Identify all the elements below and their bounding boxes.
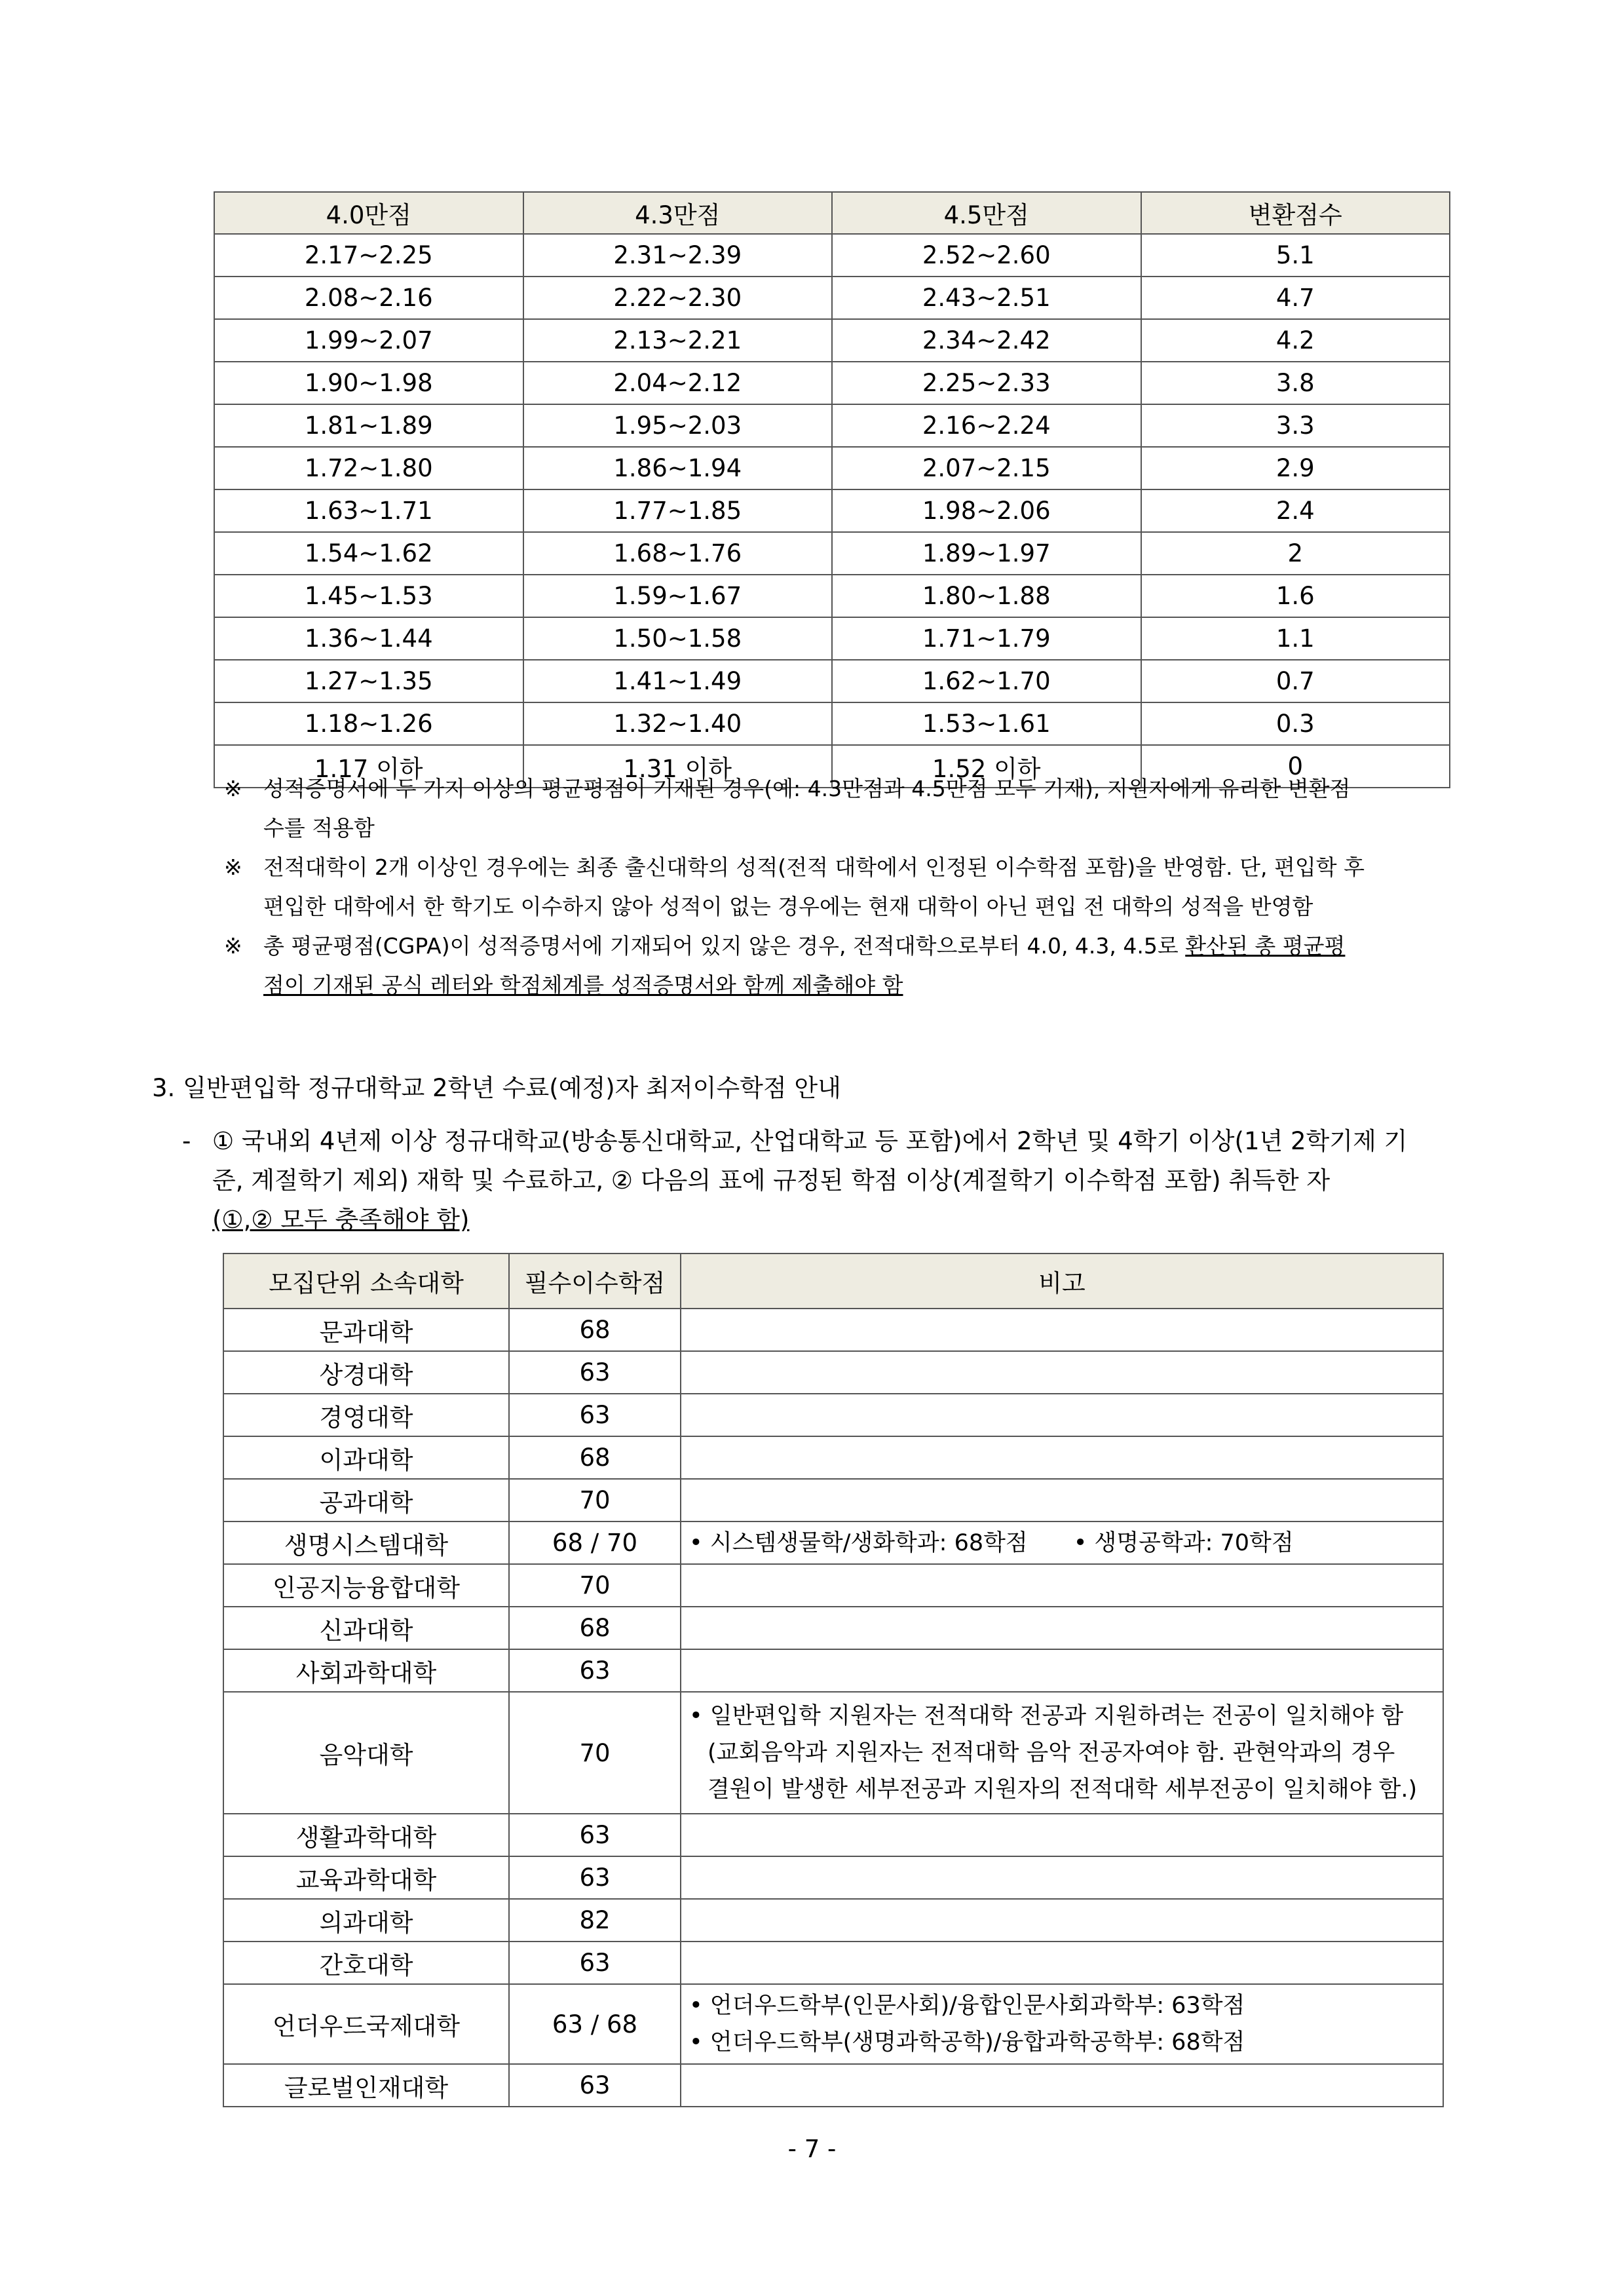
- credits-cell: 63 / 68: [509, 1984, 681, 2064]
- table-cell: 1.59~1.67: [523, 575, 833, 617]
- table-row: [214, 532, 1450, 575]
- column-header: 필수이수학점: [509, 1253, 681, 1309]
- section-title: 3. 일반편입학 정규대학교 2학년 수료(예정)자 최저이수학점 안내: [152, 1074, 841, 1102]
- credits-cell: 63: [509, 1856, 681, 1899]
- remark-bullet: • 언더우드학부(인문사회)/융합인문사회과학부: 63학점: [689, 1993, 1245, 2019]
- page-number: - 7 -: [787, 2135, 837, 2163]
- note-text: 수를 적용함: [263, 815, 375, 841]
- table-row: [223, 1479, 1443, 1521]
- college-cell: 언더우드국제대학: [223, 1984, 509, 2064]
- remark-bullet: • 시스템생물학/생화학과: 68학점: [689, 1529, 1028, 1556]
- table-cell: 2.9: [1141, 447, 1450, 489]
- note-cgpa: [224, 927, 1345, 1005]
- credits-cell: 63: [509, 1942, 681, 1984]
- remark-cell: [681, 1351, 1443, 1394]
- table-header-row: [214, 192, 1450, 234]
- table-cell: 4.7: [1141, 277, 1450, 319]
- remark-cell: [681, 1984, 1443, 2064]
- remark-bullet: • 생명공학과: 70학점: [1073, 1529, 1294, 1556]
- remark-cell: [681, 1309, 1443, 1351]
- table-cell: 1.71~1.79: [832, 617, 1141, 660]
- college-cell: 음악대학: [223, 1692, 509, 1814]
- note-mark: ※: [224, 776, 242, 801]
- remark-cell: [681, 1436, 1443, 1479]
- remark-cell: [681, 1521, 1443, 1564]
- remark-text: (교회음악과 지원자는 전적대학 음악 전공자여야 함. 관현악과의 경우: [708, 1740, 1395, 1766]
- remark-cell: [681, 1479, 1443, 1521]
- table-row: [214, 575, 1450, 617]
- description-text: ① 국내외 4년제 이상 정규대학교(방송통신대학교, 산업대학교 등 포함)에서 2학년 및 4학기 이상(1년 2학기제 기: [212, 1127, 1408, 1155]
- college-cell: 간호대학: [223, 1942, 509, 1984]
- college-cell: 생명시스템대학: [223, 1521, 509, 1564]
- table-cell: 1.77~1.85: [523, 489, 833, 532]
- remark-cell: [681, 1607, 1443, 1649]
- table-cell: 1.6: [1141, 575, 1450, 617]
- table-cell: 1.1: [1141, 617, 1450, 660]
- table-cell: 1.52 이하: [832, 745, 1141, 788]
- remark-cell: [681, 1394, 1443, 1436]
- remark-cell: [681, 2064, 1443, 2107]
- table-row: [223, 1814, 1443, 1856]
- table-row: [214, 489, 1450, 532]
- table-cell: 1.72~1.80: [214, 447, 523, 489]
- table-cell: 2.04~2.12: [523, 362, 833, 404]
- table-cell: 2.22~2.30: [523, 277, 833, 319]
- credits-cell: 63: [509, 1649, 681, 1692]
- table-cell: 1.18~1.26: [214, 702, 523, 745]
- table-row: [223, 2064, 1443, 2107]
- table-cell: 0.7: [1141, 660, 1450, 702]
- table-cell: 2: [1141, 532, 1450, 575]
- table-cell: 1.50~1.58: [523, 617, 833, 660]
- table-cell: 2.07~2.15: [832, 447, 1141, 489]
- table-cell: 3.8: [1141, 362, 1450, 404]
- credits-cell: 70: [509, 1479, 681, 1521]
- credits-cell: 82: [509, 1899, 681, 1942]
- table-cell: 5.1: [1141, 234, 1450, 277]
- note-mark: ※: [224, 854, 242, 880]
- table-cell: 1.80~1.88: [832, 575, 1141, 617]
- table-cell: 1.63~1.71: [214, 489, 523, 532]
- college-cell: 이과대학: [223, 1436, 509, 1479]
- table-row: [214, 362, 1450, 404]
- table-cell: 1.41~1.49: [523, 660, 833, 702]
- table-cell: 1.81~1.89: [214, 404, 523, 447]
- table-cell: 2.13~2.21: [523, 319, 833, 362]
- table-cell: 0: [1141, 745, 1450, 788]
- note-favorable-score: [224, 769, 1350, 848]
- table-row: [223, 1856, 1443, 1899]
- note-text-underlined: 환산된 총 평균평: [1185, 933, 1346, 959]
- table-row: [223, 1351, 1443, 1394]
- table-row: [223, 1692, 1443, 1814]
- column-header: 4.0만점: [214, 192, 523, 234]
- column-header: 4.5만점: [832, 192, 1141, 234]
- description-text-underlined: (①,② 모두 충족해야 함): [212, 1206, 470, 1234]
- table-row: [214, 277, 1450, 319]
- table-cell: 1.17 이하: [214, 745, 523, 788]
- remark-bullet: • 언더우드학부(생명과학공학)/융합과학공학부: 68학점: [689, 2029, 1245, 2056]
- note-text-underlined: 점이 기재된 공식 레터와 학점체계를 성적증명서와 함께 제출해야 함: [263, 972, 903, 998]
- table-cell: 2.52~2.60: [832, 234, 1141, 277]
- table-row: [223, 1309, 1443, 1351]
- remark-cell: [681, 1899, 1443, 1942]
- remark-cell: [681, 1564, 1443, 1607]
- table-row: [214, 617, 1450, 660]
- table-cell: 2.16~2.24: [832, 404, 1141, 447]
- table-cell: 2.08~2.16: [214, 277, 523, 319]
- credits-cell: 68: [509, 1309, 681, 1351]
- remark-bullet: • 일반편입학 지원자는 전적대학 전공과 지원하려는 전공이 일치해야 함: [689, 1703, 1404, 1729]
- table-cell: 1.89~1.97: [832, 532, 1141, 575]
- table-cell: 1.45~1.53: [214, 575, 523, 617]
- credits-cell: 63: [509, 1394, 681, 1436]
- table-row: [223, 1942, 1443, 1984]
- table-cell: 1.32~1.40: [523, 702, 833, 745]
- note-mark: ※: [224, 933, 242, 959]
- table-row: [223, 1394, 1443, 1436]
- remark-cell: [681, 1649, 1443, 1692]
- table-cell: 1.36~1.44: [214, 617, 523, 660]
- table-cell: 1.54~1.62: [214, 532, 523, 575]
- table-row: [214, 702, 1450, 745]
- table-row: [214, 660, 1450, 702]
- table-row: [223, 1436, 1443, 1479]
- table-row: [223, 1984, 1443, 2064]
- table-cell: 1.86~1.94: [523, 447, 833, 489]
- table-row: [214, 404, 1450, 447]
- table-cell: 3.3: [1141, 404, 1450, 447]
- table-header-row: [223, 1253, 1443, 1309]
- remark-cell: [681, 1856, 1443, 1899]
- table-cell: 2.17~2.25: [214, 234, 523, 277]
- table-row: [223, 1564, 1443, 1607]
- column-header: 모집단위 소속대학: [223, 1253, 509, 1309]
- note-multiple-colleges: [224, 848, 1365, 927]
- table-row: [223, 1607, 1443, 1649]
- college-cell: 생활과학대학: [223, 1814, 509, 1856]
- college-cell: 인공지능융합대학: [223, 1564, 509, 1607]
- table-cell: 1.95~2.03: [523, 404, 833, 447]
- credits-cell: 63: [509, 2064, 681, 2107]
- table-row: [214, 234, 1450, 277]
- description-text: 준, 계절학기 제외) 재학 및 수료하고, ② 다음의 표에 규정된 학점 이상(계절학기 이수학점 포함) 취득한 자: [212, 1166, 1331, 1195]
- table-row: [223, 1649, 1443, 1692]
- college-cell: 신과대학: [223, 1607, 509, 1649]
- credits-cell: 70: [509, 1692, 681, 1814]
- college-cell: 사회과학대학: [223, 1649, 509, 1692]
- table-cell: 2.34~2.42: [832, 319, 1141, 362]
- table-cell: 0.3: [1141, 702, 1450, 745]
- table-cell: 1.31 이하: [523, 745, 833, 788]
- credits-cell: 63: [509, 1814, 681, 1856]
- credits-cell: 68: [509, 1607, 681, 1649]
- table-row: [223, 1899, 1443, 1942]
- college-cell: 글로벌인재대학: [223, 2064, 509, 2107]
- table-row: [214, 447, 1450, 489]
- remark-cell: [681, 1814, 1443, 1856]
- remark-cell: [681, 1942, 1443, 1984]
- table-cell: 1.90~1.98: [214, 362, 523, 404]
- credits-cell: 70: [509, 1564, 681, 1607]
- column-header: 변환점수: [1141, 192, 1450, 234]
- column-header: 비고: [681, 1253, 1443, 1309]
- note-text: 성적증명서에 두 가지 이상의 평균평점이 기재된 경우(예: 4.3만점과 4.5만점 모두 기재), 지원자에게 유리한 변환점: [263, 776, 1351, 801]
- table-row: [223, 1521, 1443, 1564]
- table-row: [214, 319, 1450, 362]
- dash-bullet: -: [182, 1127, 191, 1155]
- table-cell: 1.62~1.70: [832, 660, 1141, 702]
- college-cell: 공과대학: [223, 1479, 509, 1521]
- credits-cell: 68 / 70: [509, 1521, 681, 1564]
- remark-cell: [681, 1692, 1443, 1814]
- table-cell: 1.98~2.06: [832, 489, 1141, 532]
- table-cell: 2.31~2.39: [523, 234, 833, 277]
- credits-cell: 63: [509, 1351, 681, 1394]
- table-cell: 1.27~1.35: [214, 660, 523, 702]
- minimum-credits-table: [223, 1253, 1444, 2107]
- table-cell: 1.68~1.76: [523, 532, 833, 575]
- note-text: 전적대학이 2개 이상인 경우에는 최종 출신대학의 성적(전적 대학에서 인정된 이수학점 포함)을 반영함. 단, 편입학 후: [263, 854, 1365, 880]
- grade-conversion-table: [214, 191, 1450, 788]
- table-cell: 2.4: [1141, 489, 1450, 532]
- college-cell: 교육과학대학: [223, 1856, 509, 1899]
- college-cell: 문과대학: [223, 1309, 509, 1351]
- column-header: 4.3만점: [523, 192, 833, 234]
- table-cell: 1.99~2.07: [214, 319, 523, 362]
- college-cell: 의과대학: [223, 1899, 509, 1942]
- table-cell: 2.43~2.51: [832, 277, 1141, 319]
- college-cell: 경영대학: [223, 1394, 509, 1436]
- table-cell: 4.2: [1141, 319, 1450, 362]
- college-cell: 상경대학: [223, 1351, 509, 1394]
- note-text: 편입한 대학에서 한 학기도 이수하지 않아 성적이 없는 경우에는 현재 대학이 아닌 편입 전 대학의 성적을 반영함: [263, 894, 1313, 919]
- table-cell: 1.53~1.61: [832, 702, 1141, 745]
- section-description: [182, 1122, 1407, 1240]
- table-cell: 2.25~2.33: [832, 362, 1141, 404]
- note-text: 총 평균평점(CGPA)이 성적증명서에 기재되어 있지 않은 경우, 전적대학으로부터 4.0, 4.3, 4.5로: [263, 933, 1186, 959]
- credits-cell: 68: [509, 1436, 681, 1479]
- remark-text: 결원이 발생한 세부전공과 지원자의 전적대학 세부전공이 일치해야 함.): [708, 1776, 1418, 1803]
